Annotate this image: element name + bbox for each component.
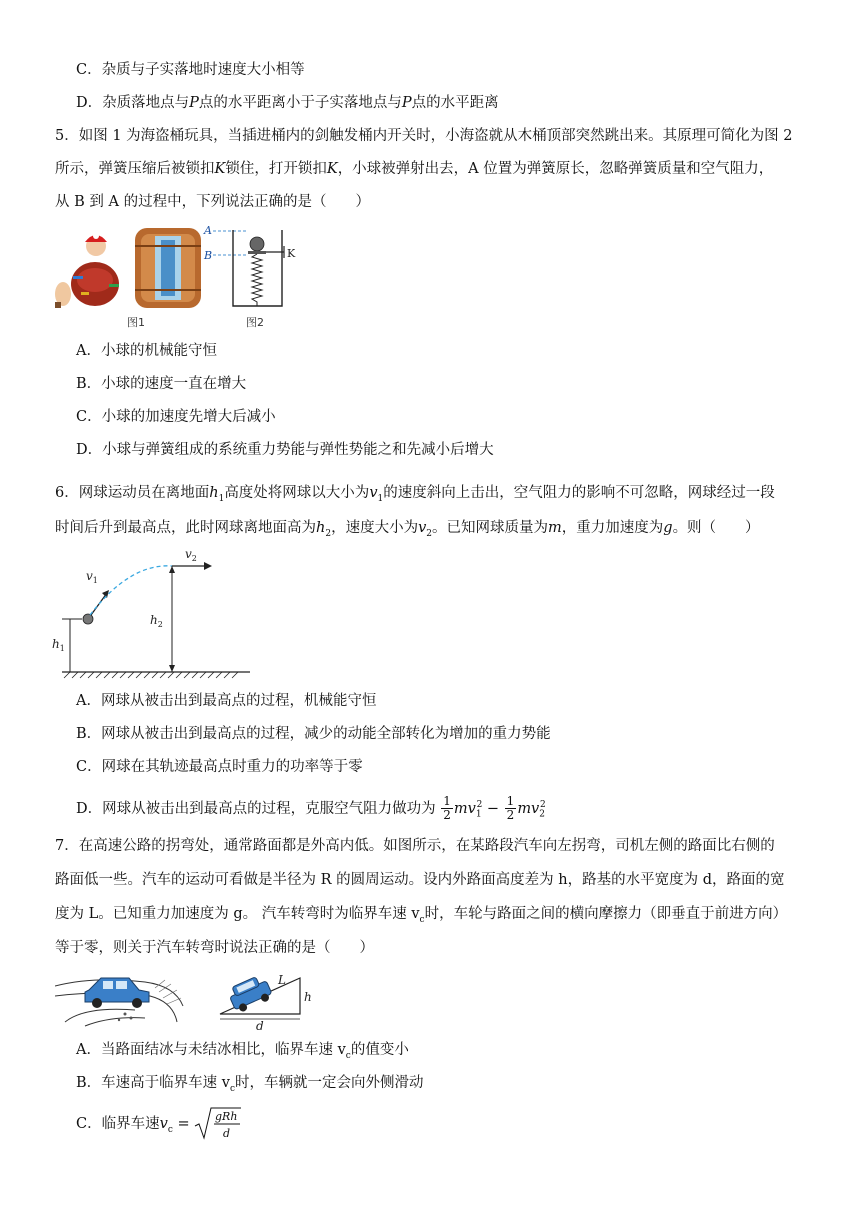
- q7-fig-label-d: d: [256, 1019, 264, 1032]
- q7-stem-line2: 路面低一些。汽车的运动可看做是半径为 R 的圆周运动。设内外路面高度差为 h，路基的水平宽度为 d，路面的宽: [55, 872, 785, 888]
- q7-stem-line1: 7．在高速公路的拐弯处，通常路面都是外高内低。如图所示，在某路段汽车向左拐弯，司机左侧的路面比右侧的: [55, 838, 775, 854]
- q4-option-d: D．杂质落地点与P点的水平距离小于子实落地点与P点的水平距离: [76, 95, 499, 111]
- fraction-half: $\frac{1}{2}$: [506, 794, 515, 823]
- q7-stem-line4: 等于零，则关于汽车转弯时说法正确的是（ ）: [55, 940, 374, 956]
- q6-option-d: D．网球从被击出到最高点的过程，克服空气阻力做功为 $\frac{1}{2}$ $mv_1^2$ − $\frac{1}{2}$ $mv_2^2$: [76, 794, 546, 823]
- q6-fig-v1: $v_1$: [86, 569, 98, 585]
- q5-fig1-caption: 图1: [127, 316, 145, 329]
- q7-banked-road-figure: [210, 966, 320, 1032]
- q6-trajectory-figure: [50, 545, 250, 680]
- q7-stem-line3: 度为 L。已知重力加速度为 g。 汽车转弯时为临界车速 $v_c$时，车轮与路面之间的横向摩擦力（即垂直于前进方向）: [55, 906, 788, 925]
- fraction-half: $\frac{1}{2}$: [443, 794, 451, 823]
- square-root-expression: [194, 1106, 242, 1142]
- q7-option-a: A．当路面结冰与未结冰相比，临界车速 $v_c$的值变小: [76, 1042, 409, 1061]
- q5-stem-line2: 所示，弹簧压缩后被锁扣K锁住，打开锁扣K，小球被弹射出去，A 位置为弹簧原长，忽略弹簧质量和空气阻力，: [55, 161, 774, 177]
- q6-fig-h1: $h_1$: [52, 637, 65, 653]
- q5-option-a: A．小球的机械能守恒: [76, 343, 217, 359]
- q6-stem-line2: 时间后升到最高点，此时网球离地面高为$h_2$，速度大小为$v_2$。已知网球质量为m，重力加速度为g。则（ ）: [55, 520, 760, 539]
- sqrt-numerator: gRh: [215, 1110, 238, 1123]
- q5-option-c: C．小球的加速度先增大后减小: [76, 409, 276, 425]
- q7-fig-label-h: h: [304, 990, 312, 1004]
- q5-figure2-spring-diagram: [200, 222, 310, 332]
- sqrt-radical-icon: [194, 1106, 242, 1142]
- q6-fig-h2: $h_2$: [150, 613, 163, 629]
- q5-option-d: D．小球与弹簧组成的系统重力势能与弹性势能之和先减小后增大: [76, 442, 494, 458]
- q5-figure1-pirate-barrel: [55, 226, 205, 331]
- q6-option-a: A．网球从被击出到最高点的过程，机械能守恒: [76, 693, 377, 709]
- q6-fig-v2: $v_2$: [185, 547, 197, 563]
- q7-fig-label-l: L: [278, 973, 286, 987]
- q5-stem-line1: 5．如图 1 为海盗桶玩具，当插进桶内的剑触发桶内开关时，小海盗就从木桶顶部突然跳出来。其原理可简化为图 2: [55, 128, 793, 144]
- q7-car-on-curve-figure: [55, 966, 185, 1028]
- q6-option-b: B．网球从被击出到最高点的过程，减少的动能全部转化为增加的重力势能: [76, 726, 551, 742]
- q6-option-c: C．网球在其轨迹最高点时重力的功率等于零: [76, 759, 363, 775]
- q7-option-b: B．车速高于临界车速 $v_c$时，车辆就一定会向外侧滑动: [76, 1075, 424, 1094]
- q5-fig2-label-a: A: [204, 224, 212, 237]
- q5-fig2-label-b: B: [204, 249, 213, 262]
- sqrt-denominator: d: [223, 1127, 231, 1140]
- q7-option-c: C．临界车速$v_c$ = gRh d: [76, 1106, 836, 1148]
- q4-option-c: C．杂质与子实落地时速度大小相等: [76, 62, 305, 78]
- q5-stem-line3: 从 B 到 A 的过程中，下列说法正确的是（ ）: [55, 194, 371, 210]
- q6-stem-line1: 6．网球运动员在离地面$h_1$高度处将网球以大小为$v_1$的速度斜向上击出，空气阻力的影响不可忽略，网球经过一段: [55, 485, 775, 504]
- q5-fig2-label-k: K: [287, 247, 296, 260]
- q5-fig2-caption: 图2: [246, 316, 264, 329]
- q5-option-b: B．小球的速度一直在增大: [76, 376, 247, 392]
